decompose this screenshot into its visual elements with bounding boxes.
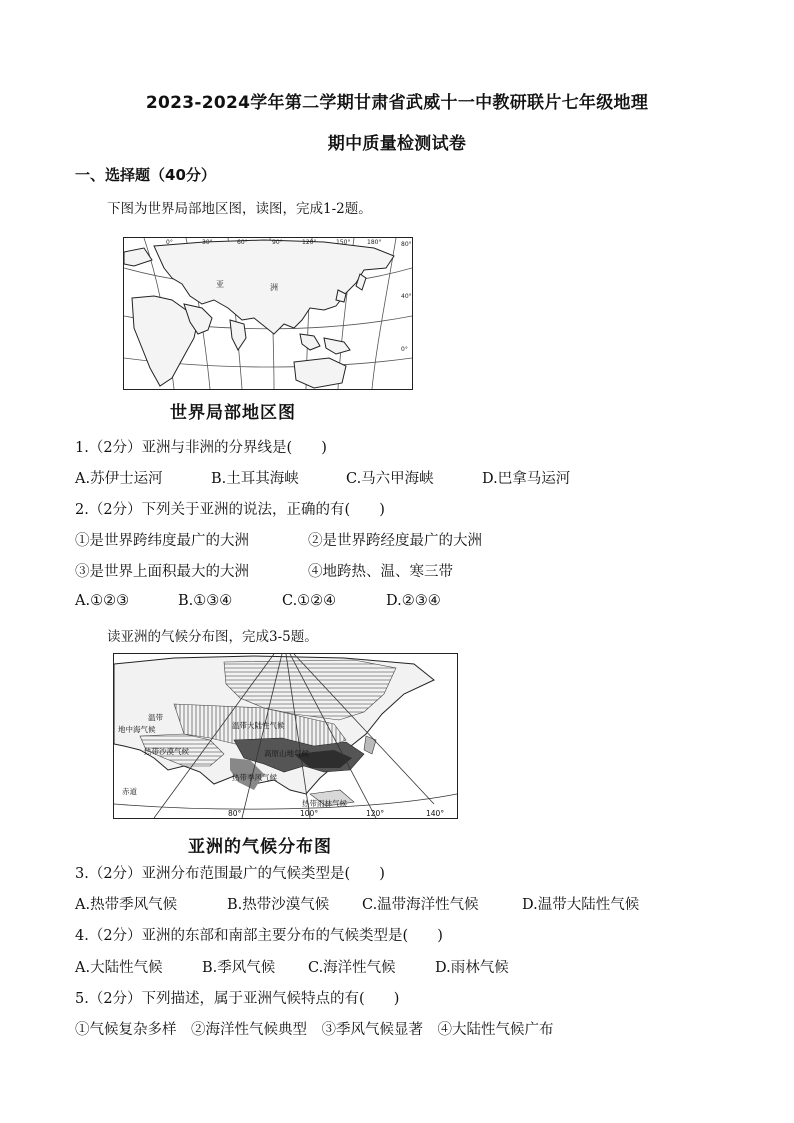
q5-statements: ①气候复杂多样 ②海洋性气候典型 ③季风气候显著 ④大陆性气候广布 [75,1022,554,1038]
q4-option-a[interactable]: A.大陆性气候 [75,960,163,976]
q1-option-b[interactable]: B.土耳其海峡 [211,471,299,487]
world-map-graphic [124,238,412,389]
q2-statement-4: ④地跨热、温、寒三带 [308,564,453,580]
map1-lon-label: 120° [302,239,317,246]
question-2-stem: 2.（2分）下列关于亚洲的说法，正确的有( ) [75,502,385,518]
q2-option-a[interactable]: A.①②③ [75,593,130,609]
section-heading: 一、选择题（40分） [75,166,216,184]
map1-lon-label: 30° [202,239,213,246]
map1-lon-label: 90° [272,239,283,246]
map1-lon-label: 150° [336,239,351,246]
map1-lat-label: 80° [401,241,412,248]
world-partial-map [123,237,413,390]
q2-option-d[interactable]: D.②③④ [386,593,441,609]
q4-option-c[interactable]: C.海洋性气候 [308,960,396,976]
q1-option-d[interactable]: D.巴拿马运河 [482,471,571,487]
asia-climate-graphic [114,654,457,818]
map2-caption: 亚洲的气候分布图 [188,837,332,857]
q3-option-a[interactable]: A.热带季风气候 [75,897,178,913]
q2-statement-3: ③是世界上面积最大的大洲 [75,564,249,580]
exam-title-line1: 2023-2024学年第二学期甘肃省武威十一中教研联片七年级地理 [145,93,649,113]
map1-lat-label: 0° [401,346,408,353]
intro-text-1: 下图为世界局部地区图，读图，完成1-2题。 [107,201,372,217]
label-desert: 热带沙漠气候 [144,747,189,756]
map1-lon-label: 0° [166,239,173,246]
q4-option-d[interactable]: D.雨林气候 [435,960,509,976]
map2-lon-label: 100° [300,809,319,818]
q1-option-c[interactable]: C.马六甲海峡 [346,471,434,487]
map1-lat-label: 40° [401,293,412,300]
map1-caption: 世界局部地区图 [170,403,296,423]
q2-option-b[interactable]: B.①③④ [178,593,233,609]
label-continental: 温带大陆性气候 [232,721,285,730]
label-tropical-monsoon: 热带季风气候 [232,773,277,782]
q3-option-b[interactable]: B.热带沙漠气候 [227,897,330,913]
question-3-stem: 3.（2分）亚洲分布范围最广的气候类型是( ) [75,866,385,882]
map1-region-label-b: 洲 [270,283,278,292]
map2-lon-label: 140° [426,809,445,818]
question-1-stem: 1.（2分）亚洲与非洲的分界线是( ) [75,440,327,456]
label-mediterranean: 地中海气候 [118,725,156,734]
map2-lon-label: 120° [366,809,385,818]
map2-lon-label: 80° [228,809,242,818]
label-plateau: 高原山地气候 [264,749,309,758]
label-equator: 赤道 [122,787,137,796]
label-temperate: 温带 [148,713,163,722]
q2-statement-2: ②是世界跨经度最广的大洲 [308,533,482,549]
map1-region-label-a: 亚 [216,280,224,289]
label-rainforest: 热带雨林气候 [302,799,347,808]
question-5-stem: 5.（2分）下列描述，属于亚洲气候特点的有( ) [75,991,400,1007]
exam-title-line2: 期中质量检测试卷 [327,134,467,154]
q4-option-b[interactable]: B.季风气候 [202,960,276,976]
q1-option-a[interactable]: A.苏伊士运河 [75,471,163,487]
q2-statement-1: ①是世界跨纬度最广的大洲 [75,533,249,549]
intro-text-2: 读亚洲的气候分布图，完成3-5题。 [107,629,318,645]
q2-option-c[interactable]: C.①②④ [282,593,337,609]
map1-lon-label: 180° [367,239,382,246]
asia-climate-map [113,653,458,819]
question-4-stem: 4.（2分）亚洲的东部和南部主要分布的气候类型是( ) [75,928,443,944]
map1-lon-label: 60° [237,239,248,246]
q3-option-c[interactable]: C.温带海洋性气候 [362,897,479,913]
q3-option-d[interactable]: D.温带大陆性气候 [522,897,640,913]
